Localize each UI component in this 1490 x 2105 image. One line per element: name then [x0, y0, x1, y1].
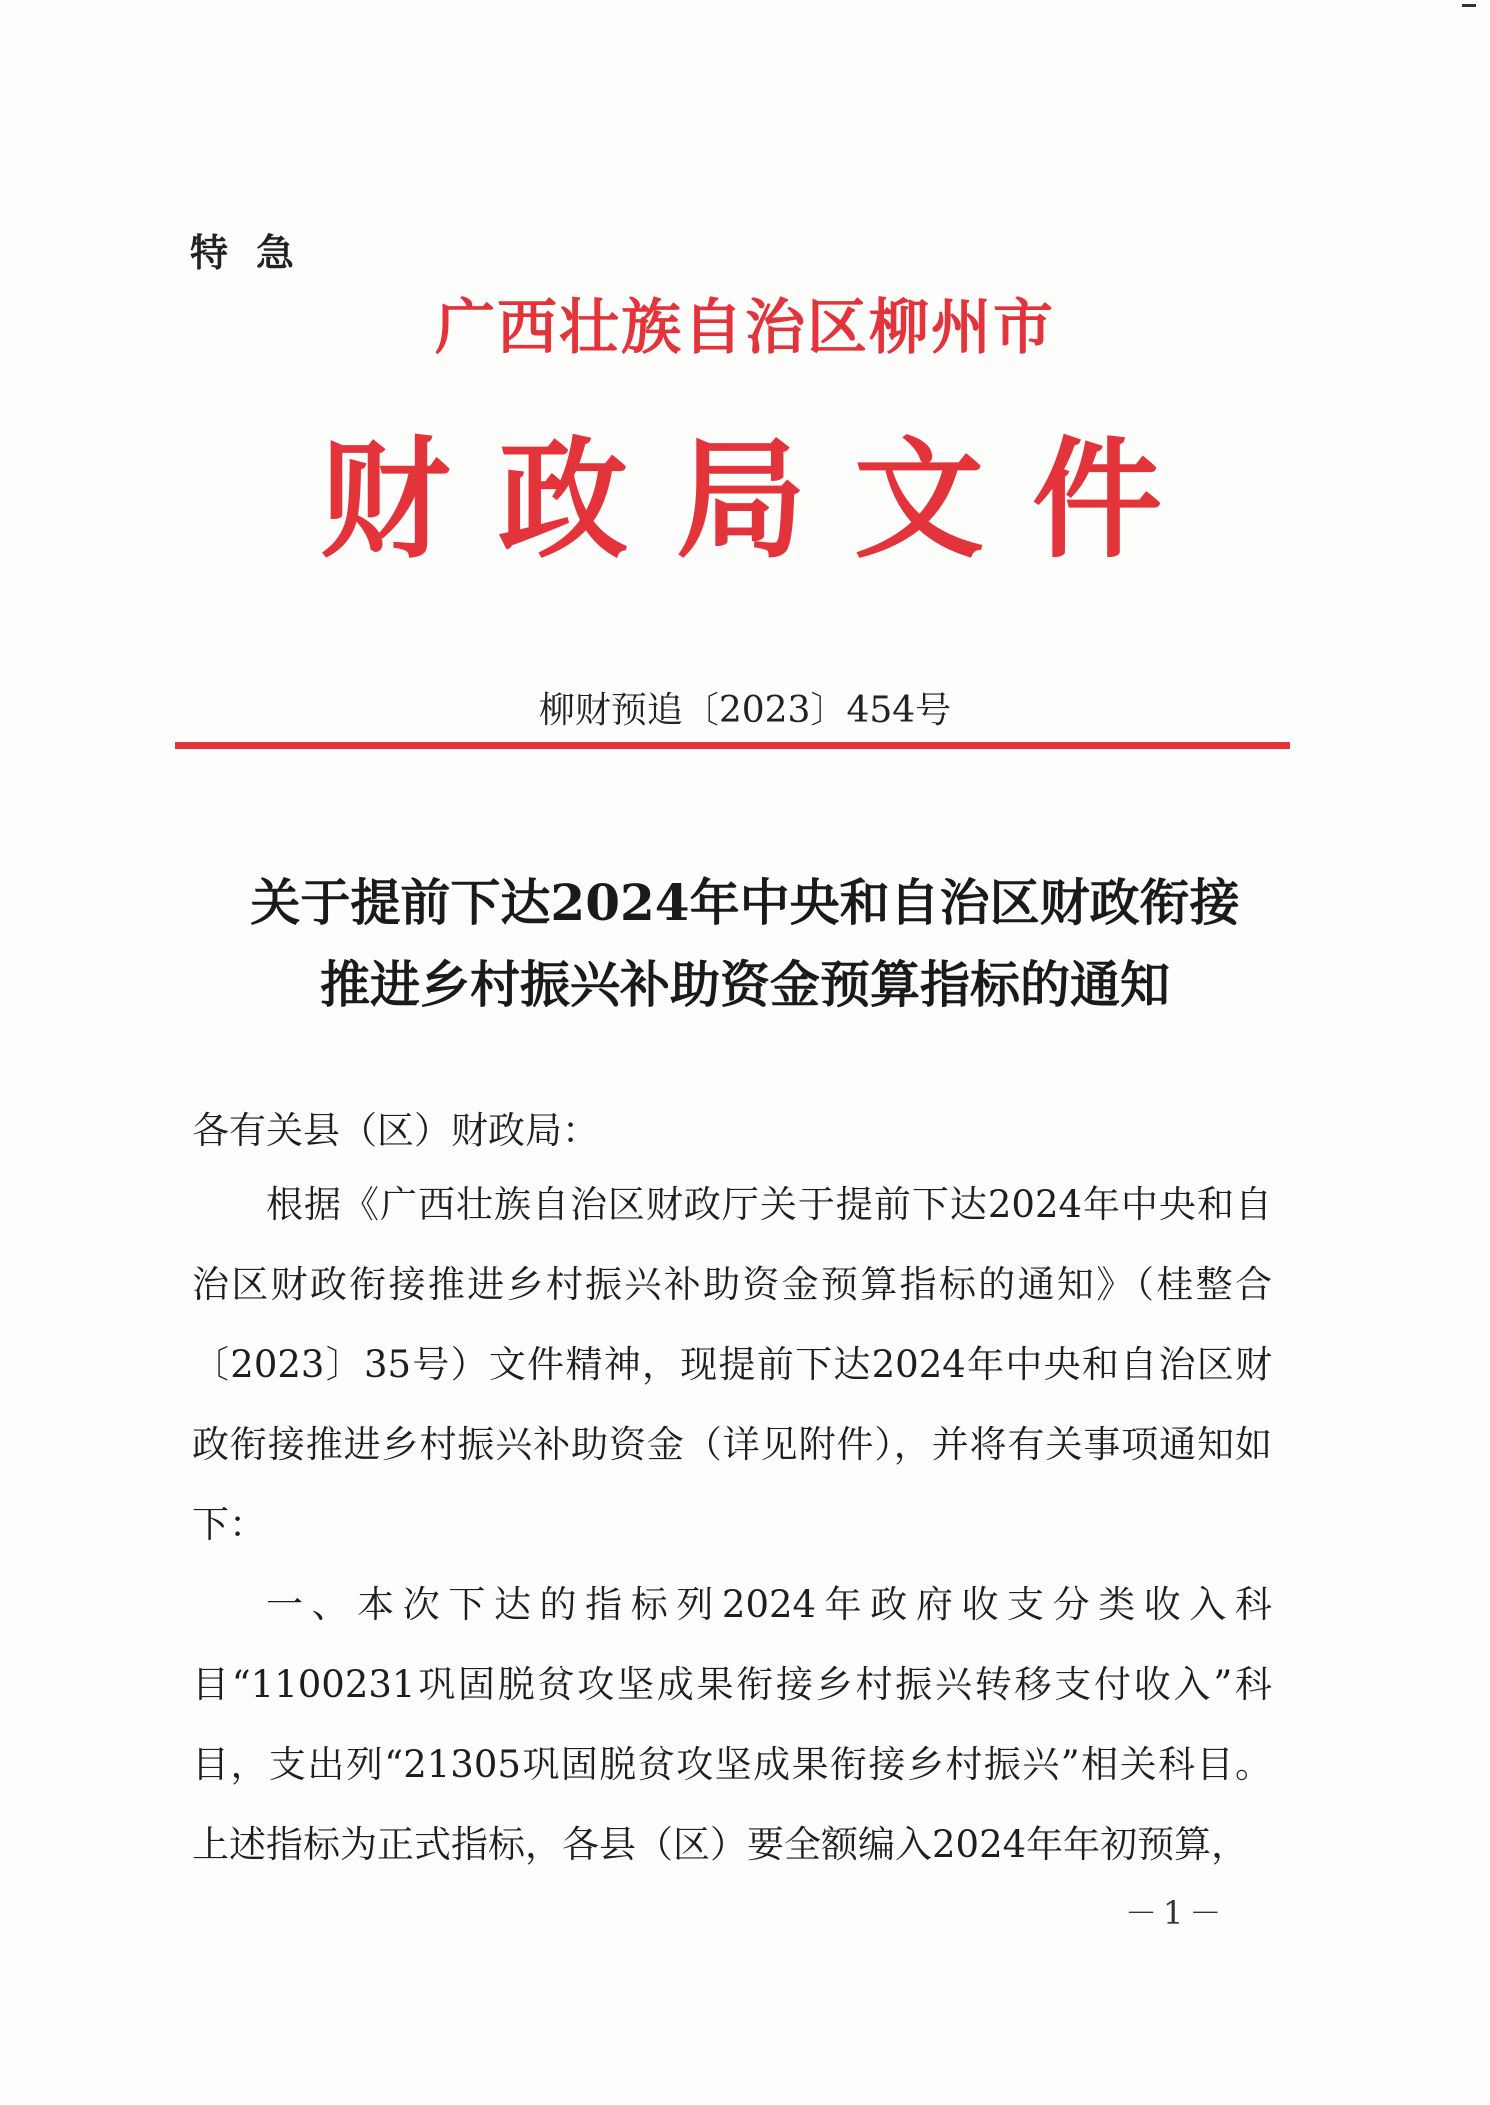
- salutation: 各有关县（区）财政局：: [192, 1109, 599, 1152]
- notice-title: [150, 862, 1340, 1026]
- notice-title-line-2: 推进乡村振兴补助资金预算指标的通知: [320, 955, 1170, 1014]
- header-divider: [175, 742, 1290, 749]
- scan-corner-mark: [1462, 4, 1476, 7]
- issuer-name: 广西壮族自治区柳州市: [435, 293, 1055, 363]
- body-paragraph-2: 一、本次下达的指标列2024年政府收支分类收入科目“1100231巩固脱贫攻坚成果衔接乡村振兴转移支付收入”科目，支出列“21305巩固脱贫攻坚成果衔接乡村振兴”相关科目。上述指标为正式指标，各县（区）要全额编入2024年年初预算，: [192, 1583, 1272, 1866]
- body-text: [192, 1165, 1272, 1885]
- document-type-heading: 财政局文件: [319, 423, 1210, 576]
- page-number: －1－: [1125, 1894, 1228, 1932]
- document-number: 柳财预追〔2023〕454号: [538, 690, 952, 731]
- body-paragraph-1: 根据《广西壮族自治区财政厅关于提前下达2024年中央和自治区财政衔接推进乡村振兴补助资金预算指标的通知》（桂整合〔2023〕35号）文件精神，现提前下达2024年中央和自治区财政衔接推进乡村振兴补助资金（详见附件），并将有关事项通知如下：: [192, 1183, 1272, 1546]
- urgency-label: 特急: [190, 231, 323, 275]
- notice-title-line-1: 关于提前下达2024年中央和自治区财政衔接: [250, 873, 1240, 932]
